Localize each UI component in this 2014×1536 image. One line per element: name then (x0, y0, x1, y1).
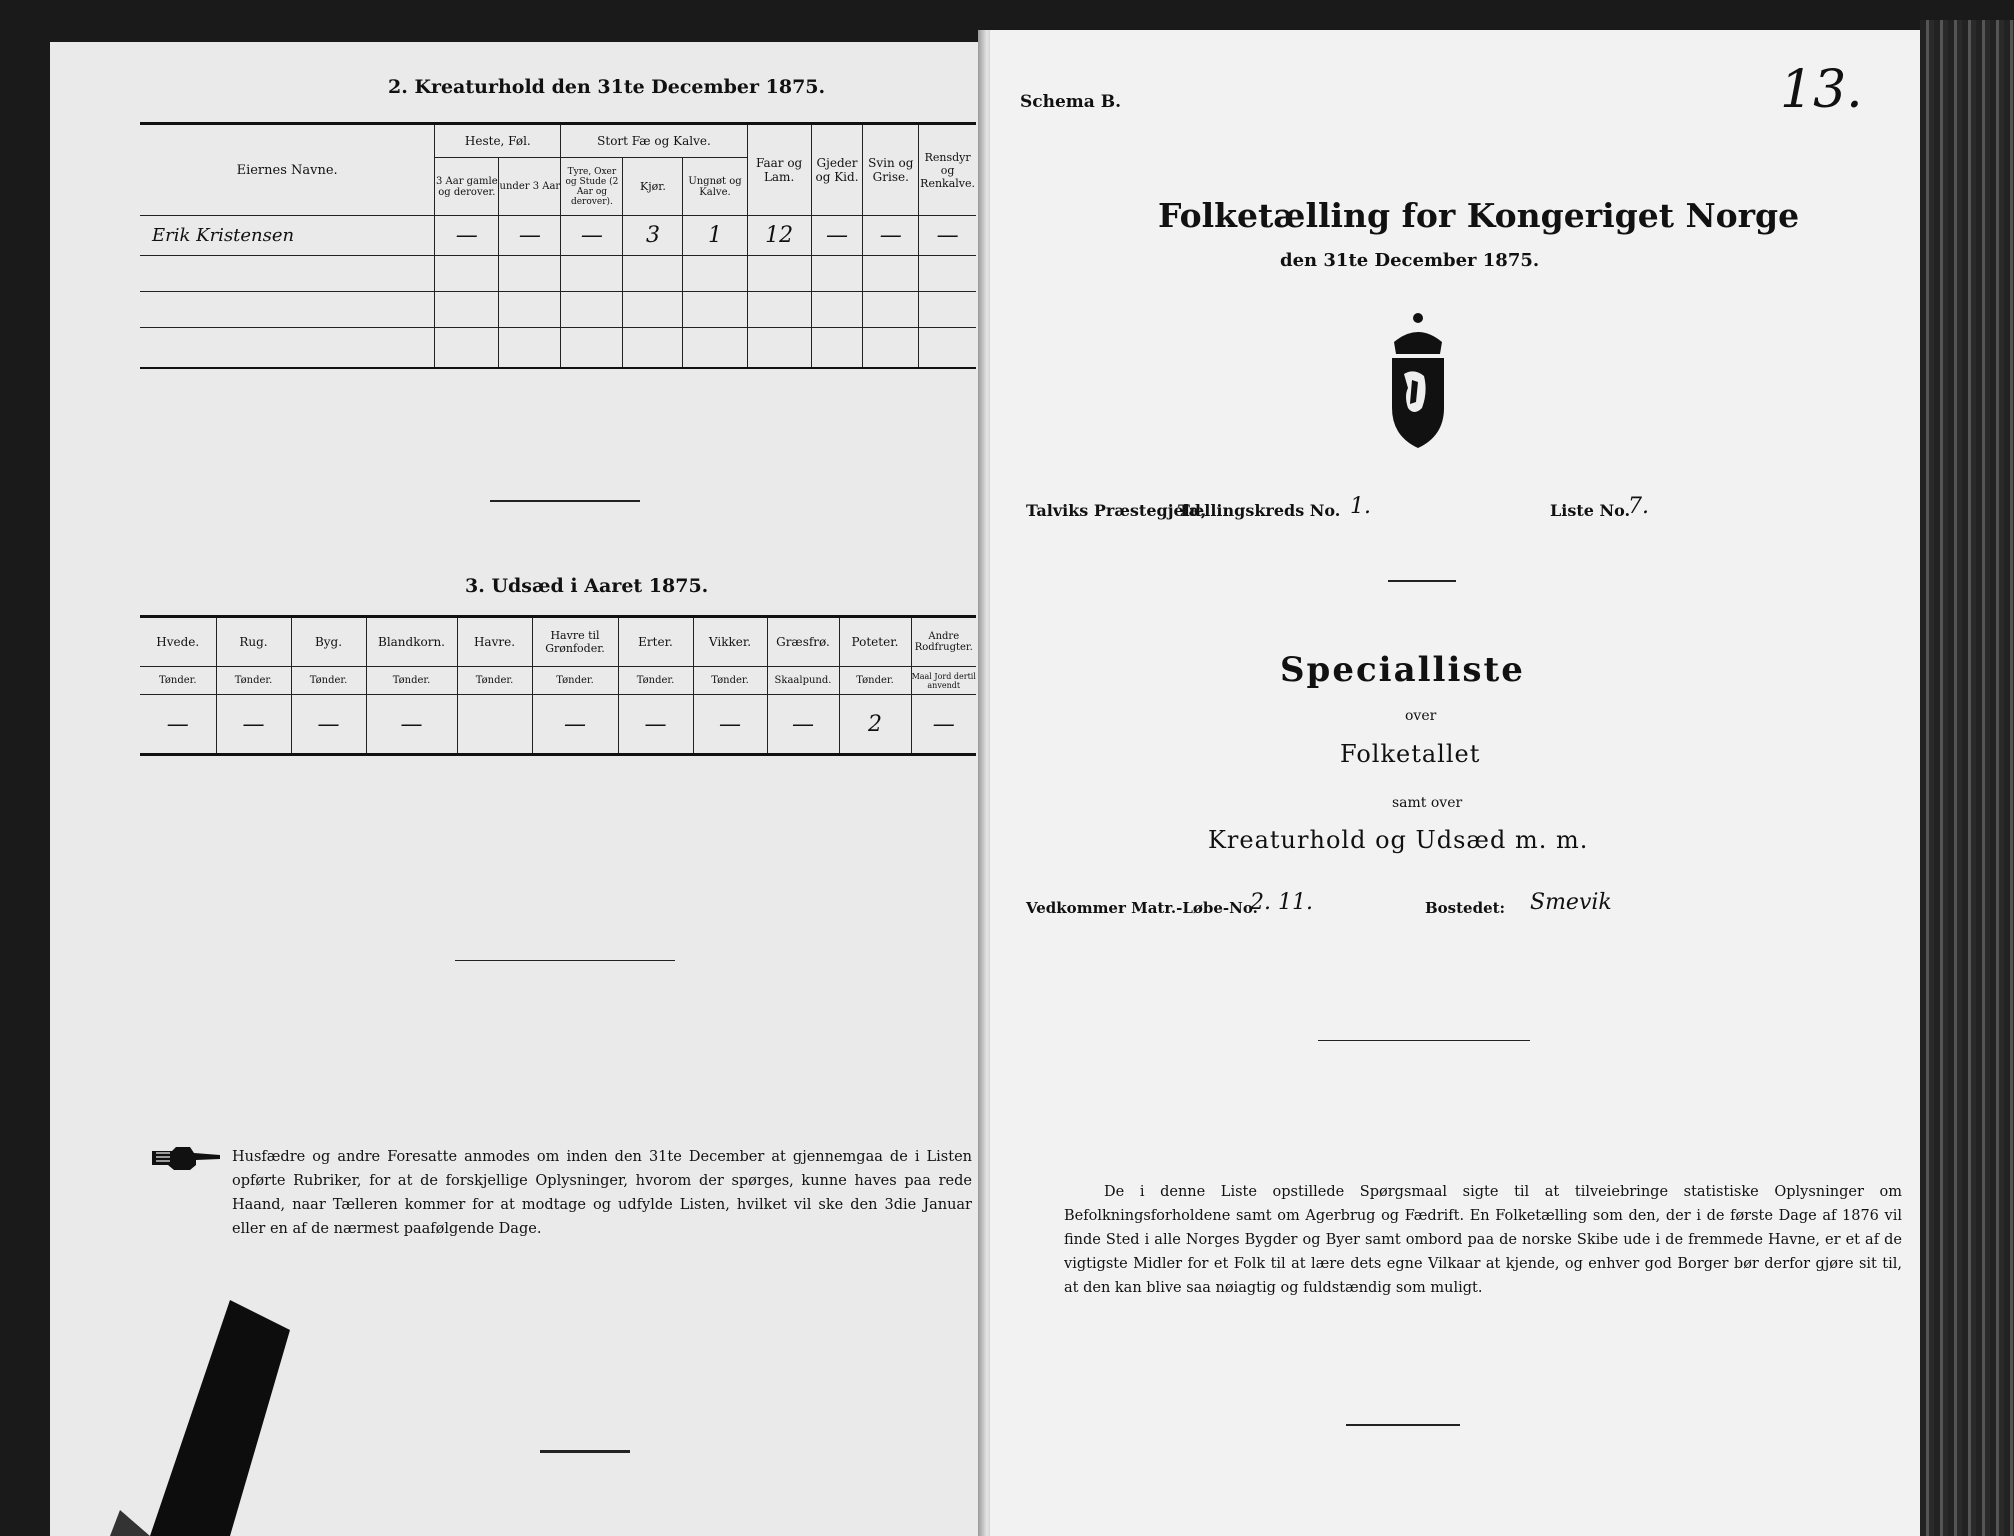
list-label: Liste No. (1550, 501, 1631, 520)
divider-line (1318, 1040, 1530, 1041)
seed-header-6: Erter. (618, 617, 693, 667)
seed-unit-1: Tønder. (216, 667, 291, 695)
seed-header-7: Vikker. (693, 617, 767, 667)
owner-name: Erik Kristensen (140, 216, 435, 256)
seed-header-5: Havre til Grønfoder. (532, 617, 618, 667)
seed-header-3: Blandkorn. (366, 617, 457, 667)
seed-unit-7: Tønder. (693, 667, 767, 695)
matr-value: 2. 11. (1250, 890, 1313, 915)
divider-line (1388, 580, 1456, 582)
seed-value-3: — (366, 695, 457, 755)
goats-header: Gjeder og Kid. (811, 124, 863, 216)
date-line: den 31te December 1875. (1280, 250, 1540, 271)
seed-value-7: — (693, 695, 767, 755)
seed-unit-9: Tønder. (839, 667, 911, 695)
section3-title: 3. Udsæd i Aaret 1875. (465, 575, 709, 597)
district-label: Tællingskreds No. (1178, 501, 1341, 520)
seed-unit-10: Maal Jord dertil anvendt (911, 667, 976, 695)
horses-young-header: under 3 Aar (499, 158, 561, 216)
seed-value-2: — (291, 695, 366, 755)
page-number: 13. (1780, 60, 1863, 120)
seed-header-0: Hvede. (140, 617, 216, 667)
seed-unit-4: Tønder. (457, 667, 532, 695)
seed-header-2: Byg. (291, 617, 366, 667)
coat-of-arms-emblem (1378, 312, 1458, 452)
pigs-header: Svin og Grise. (863, 124, 919, 216)
pointing-hand-icon (150, 1143, 222, 1173)
seed-header-1: Rug. (216, 617, 291, 667)
seed-table (140, 615, 976, 756)
seed-unit-5: Tønder. (532, 667, 618, 695)
bulls-value: — (561, 216, 623, 256)
seed-value-0: — (140, 695, 216, 755)
schema-label: Schema B. (1020, 92, 1122, 112)
cows-header: Kjør. (623, 158, 683, 216)
horses-old-header: 3 Aar gamle og derover. (435, 158, 499, 216)
reindeer-value: — (919, 216, 976, 256)
seed-unit-0: Tønder. (140, 667, 216, 695)
seed-value-1: — (216, 695, 291, 755)
samt-over-text: samt over (1392, 795, 1463, 811)
seed-unit-8: Skaalpund. (767, 667, 839, 695)
seed-header-8: Græsfrø. (767, 617, 839, 667)
footer-paragraph: De i denne Liste opstillede Spørgsmaal sigte til at tilveiebringe statistiske Oplysninger om Befolkningsforholdene samt om Agerbrug og Fædrift. En Folketælling som den, der i de første Dage af 1876 vil finde Sted i alle Norges Bygder og Byer samt ombord paa de norske Skibe ude i de fremmede Havne, er et af de vigtigste Midler for et Folk til at lære dets egne Vilkaar at kjende, og enhver god Borger bør derfor gjøre sit til, at den kan blive saa nøiagtig og fuldstændig som muligt. (1064, 1184, 1902, 1296)
matr-label: Vedkommer Matr.-Løbe-No. (1026, 899, 1258, 917)
seed-header-10: Andre Rodfrugter. (911, 617, 976, 667)
district-value: 1. (1350, 494, 1371, 519)
owner-header: Eiernes Navne. (140, 124, 435, 216)
seed-values-row (140, 695, 976, 755)
seed-unit-6: Tønder. (618, 667, 693, 695)
young-cattle-header: Ungnøt og Kalve. (683, 158, 747, 216)
seed-unit-2: Tønder. (291, 667, 366, 695)
special-list-title: Specialliste (1280, 650, 1525, 690)
divider-line (490, 500, 640, 502)
list-value: 7. (1628, 494, 1649, 519)
parish-label: Talviks Præstegjeld, (1026, 501, 1207, 520)
divider-line (1346, 1424, 1460, 1426)
seed-value-4 (457, 695, 532, 755)
seed-value-5: — (532, 695, 618, 755)
over-text: over (1405, 708, 1437, 724)
horses-old-value: — (435, 216, 499, 256)
livestock-seed-title: Kreaturhold og Udsæd m. m. (1208, 826, 1589, 854)
divider-line (540, 1450, 630, 1453)
livestock-table (140, 122, 976, 369)
main-title: Folketælling for Kongeriget Norge (1158, 196, 1800, 235)
seed-header-9: Poteter. (839, 617, 911, 667)
seed-value-8: — (767, 695, 839, 755)
horses-young-value: — (499, 216, 561, 256)
reindeer-header: Rensdyr og Renkalve. (919, 124, 976, 216)
notice-text: Husfædre og andre Foresatte anmodes om inden den 31te December at gjennemgaa de i Listen opførte Rubriker, for at de forskjellige Oplysninger, hvorom der spørges, kunne haves paa rede Haand, naar Tælleren kommer for at modtage og udfylde Listen, hvilket vil ske den 3die Januar eller en af de nærmest paafølgende Dage. (232, 1149, 972, 1237)
pigs-value: — (863, 216, 919, 256)
section2-title: 2. Kreaturhold den 31te December 1875. (388, 76, 826, 98)
seed-header-4: Havre. (457, 617, 532, 667)
livestock-row (140, 216, 976, 256)
clamp-object (110, 1300, 310, 1536)
seed-value-10: — (911, 695, 976, 755)
cows-value: 3 (623, 216, 683, 256)
sheep-value: 12 (747, 216, 811, 256)
sheep-header: Faar og Lam. (747, 124, 811, 216)
bulls-header: Tyre, Oxer og Stude (2 Aar og derover). (561, 158, 623, 216)
seed-value-6: — (618, 695, 693, 755)
seed-unit-3: Tønder. (366, 667, 457, 695)
cattle-group-header: Stort Fæ og Kalve. (561, 124, 747, 158)
folketallet-text: Folketallet (1340, 740, 1481, 768)
horses-group-header: Heste, Føl. (435, 124, 561, 158)
seed-value-9: 2 (839, 695, 911, 755)
young-cattle-value: 1 (683, 216, 747, 256)
divider-line (455, 960, 675, 961)
bosted-value: Smevik (1530, 890, 1612, 915)
bosted-label: Bostedet: (1425, 899, 1506, 917)
page-edges (1920, 20, 2014, 1536)
goats-value: — (811, 216, 863, 256)
